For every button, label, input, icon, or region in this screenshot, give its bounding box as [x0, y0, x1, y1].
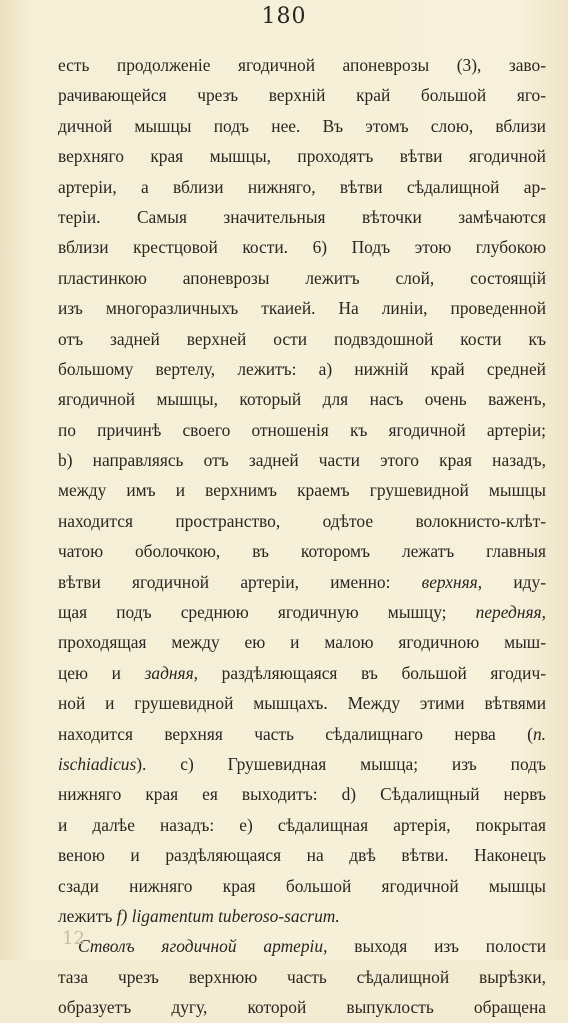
text-segment: находится верхняя часть сѣдалищнаго нерва (: [58, 723, 533, 744]
text-segment: артеріи, а вблизи нижняго, вѣтви сѣдалищной ар-: [58, 176, 546, 197]
text-segment: , иду-: [477, 571, 546, 592]
italic-text: передняя: [475, 602, 542, 623]
text-segment: рачивающейся чрезъ верхній край большой яго-: [58, 85, 546, 106]
text-segment: изъ многоразличныхъ ткаией. На линіи, проведенной: [58, 298, 546, 319]
text-segment: по причинѣ своего отношенія къ ягодичной артеріи;: [58, 419, 546, 440]
text-line: [58, 354, 546, 384]
text-line: [58, 141, 546, 171]
text-segment: раздѣляющаяся въ большой ягодич-: [198, 662, 546, 683]
text-segment: есть продолженіе ягодичной апоневрозы (3), заво-: [58, 55, 546, 75]
text-line: [58, 810, 546, 840]
text-segment: щая подъ среднюю ягодичную мышцу;: [58, 602, 476, 623]
text-line: [58, 597, 546, 627]
text-segment: верхняго края мышцы, проходятъ вѣтви ягодичной: [58, 146, 546, 167]
text-line: [58, 506, 546, 536]
text-line: [58, 871, 546, 901]
text-segment: вѣтви ягодичной артеріи, именно:: [58, 571, 422, 592]
italic-text: верхняя: [421, 571, 478, 592]
italic-text: f) ligamentum tuberoso-sacrum.: [116, 905, 340, 926]
text-segment: и далѣе назадъ: е) сѣдалищная артерія, покрытая: [58, 814, 546, 835]
text-segment: проходящая между ею и малою ягодичною мыш-: [58, 632, 546, 653]
text-line: [58, 445, 546, 475]
text-line: [58, 80, 546, 110]
text-line: [58, 536, 546, 566]
footer-mark: 12: [62, 928, 85, 949]
text-segment: образуетъ дугу, которой выпуклость обращена: [58, 997, 546, 1018]
text-segment: между имъ и верхнимъ краемъ грушевидной мышцы: [58, 480, 546, 501]
text-line: [58, 111, 546, 141]
text-line: [58, 749, 546, 779]
text-segment: ,: [541, 602, 546, 623]
text-line: [58, 567, 546, 597]
italic-text: задняя,: [144, 662, 199, 683]
text-line: [58, 931, 546, 961]
text-segment: ). c) Грушевидная мышца; изъ подъ: [136, 753, 546, 774]
text-segment: таза чрезъ верхнюю часть сѣдалищной вырѣзки,: [58, 966, 546, 987]
text-line: [58, 172, 546, 202]
text-line: [58, 50, 546, 80]
text-segment: находится пространство, одѣтое волокнисто-клѣт-: [58, 510, 546, 531]
text-line: [58, 232, 546, 262]
text-line: [58, 719, 546, 749]
text-segment: дичной мышцы подъ нее. Въ этомъ слою, вблизи: [58, 115, 546, 136]
text-line: [58, 840, 546, 870]
text-segment: ягодичной мышцы, который для насъ очень важенъ,: [58, 389, 546, 410]
text-segment: пластинкою апоневрозы лежитъ слой, состоящій: [58, 267, 546, 288]
text-segment: чатою оболочкою, въ которомъ лежатъ главныя: [58, 541, 546, 562]
text-line: [58, 202, 546, 232]
text-segment: вблизи крестцовой кости. 6) Подъ этою глубокою: [58, 237, 546, 258]
italic-text: n.: [532, 723, 546, 744]
text-line: [58, 627, 546, 657]
text-segment: выходя изъ полости: [327, 936, 546, 957]
text-line: [58, 962, 546, 992]
text-line: [58, 324, 546, 354]
text-segment: нижняго края ея выходитъ: d) Сѣдалищный нервъ: [58, 784, 546, 805]
text-segment: теріи. Самыя значительныя вѣточки замѣчаются: [58, 206, 546, 227]
text-segment: b) направляясь отъ задней части этого края назадъ,: [58, 450, 546, 471]
text-line: [58, 688, 546, 718]
text-segment: отъ задней верхней ости подвздошной кости къ: [58, 328, 546, 349]
text-line: [58, 293, 546, 323]
text-line: [58, 475, 546, 505]
text-segment: цею и: [58, 662, 145, 683]
text-line: [58, 384, 546, 414]
italic-text: Стволъ ягодичной артеріи,: [78, 936, 328, 957]
text-line: [58, 658, 546, 688]
text-line: [58, 901, 546, 931]
text-line: [58, 263, 546, 293]
page-number: 180: [261, 4, 307, 29]
italic-text: ischiadicus: [58, 753, 137, 774]
text-segment: лежитъ: [58, 905, 117, 926]
text-line: [58, 779, 546, 809]
text-segment: ной и грушевидной мышцахъ. Между этими вѣтвями: [58, 693, 546, 714]
text-segment: сзади нижняго края большой ягодичной мышцы: [58, 875, 546, 896]
text-segment: большому вертелу, лежитъ: а) нижній край средней: [58, 358, 546, 379]
text-line: [58, 415, 546, 445]
page-body-text: [58, 50, 546, 1023]
text-segment: веною и раздѣляющаяся на двѣ вѣтви. Наконецъ: [58, 845, 546, 866]
text-line: [58, 992, 546, 1022]
